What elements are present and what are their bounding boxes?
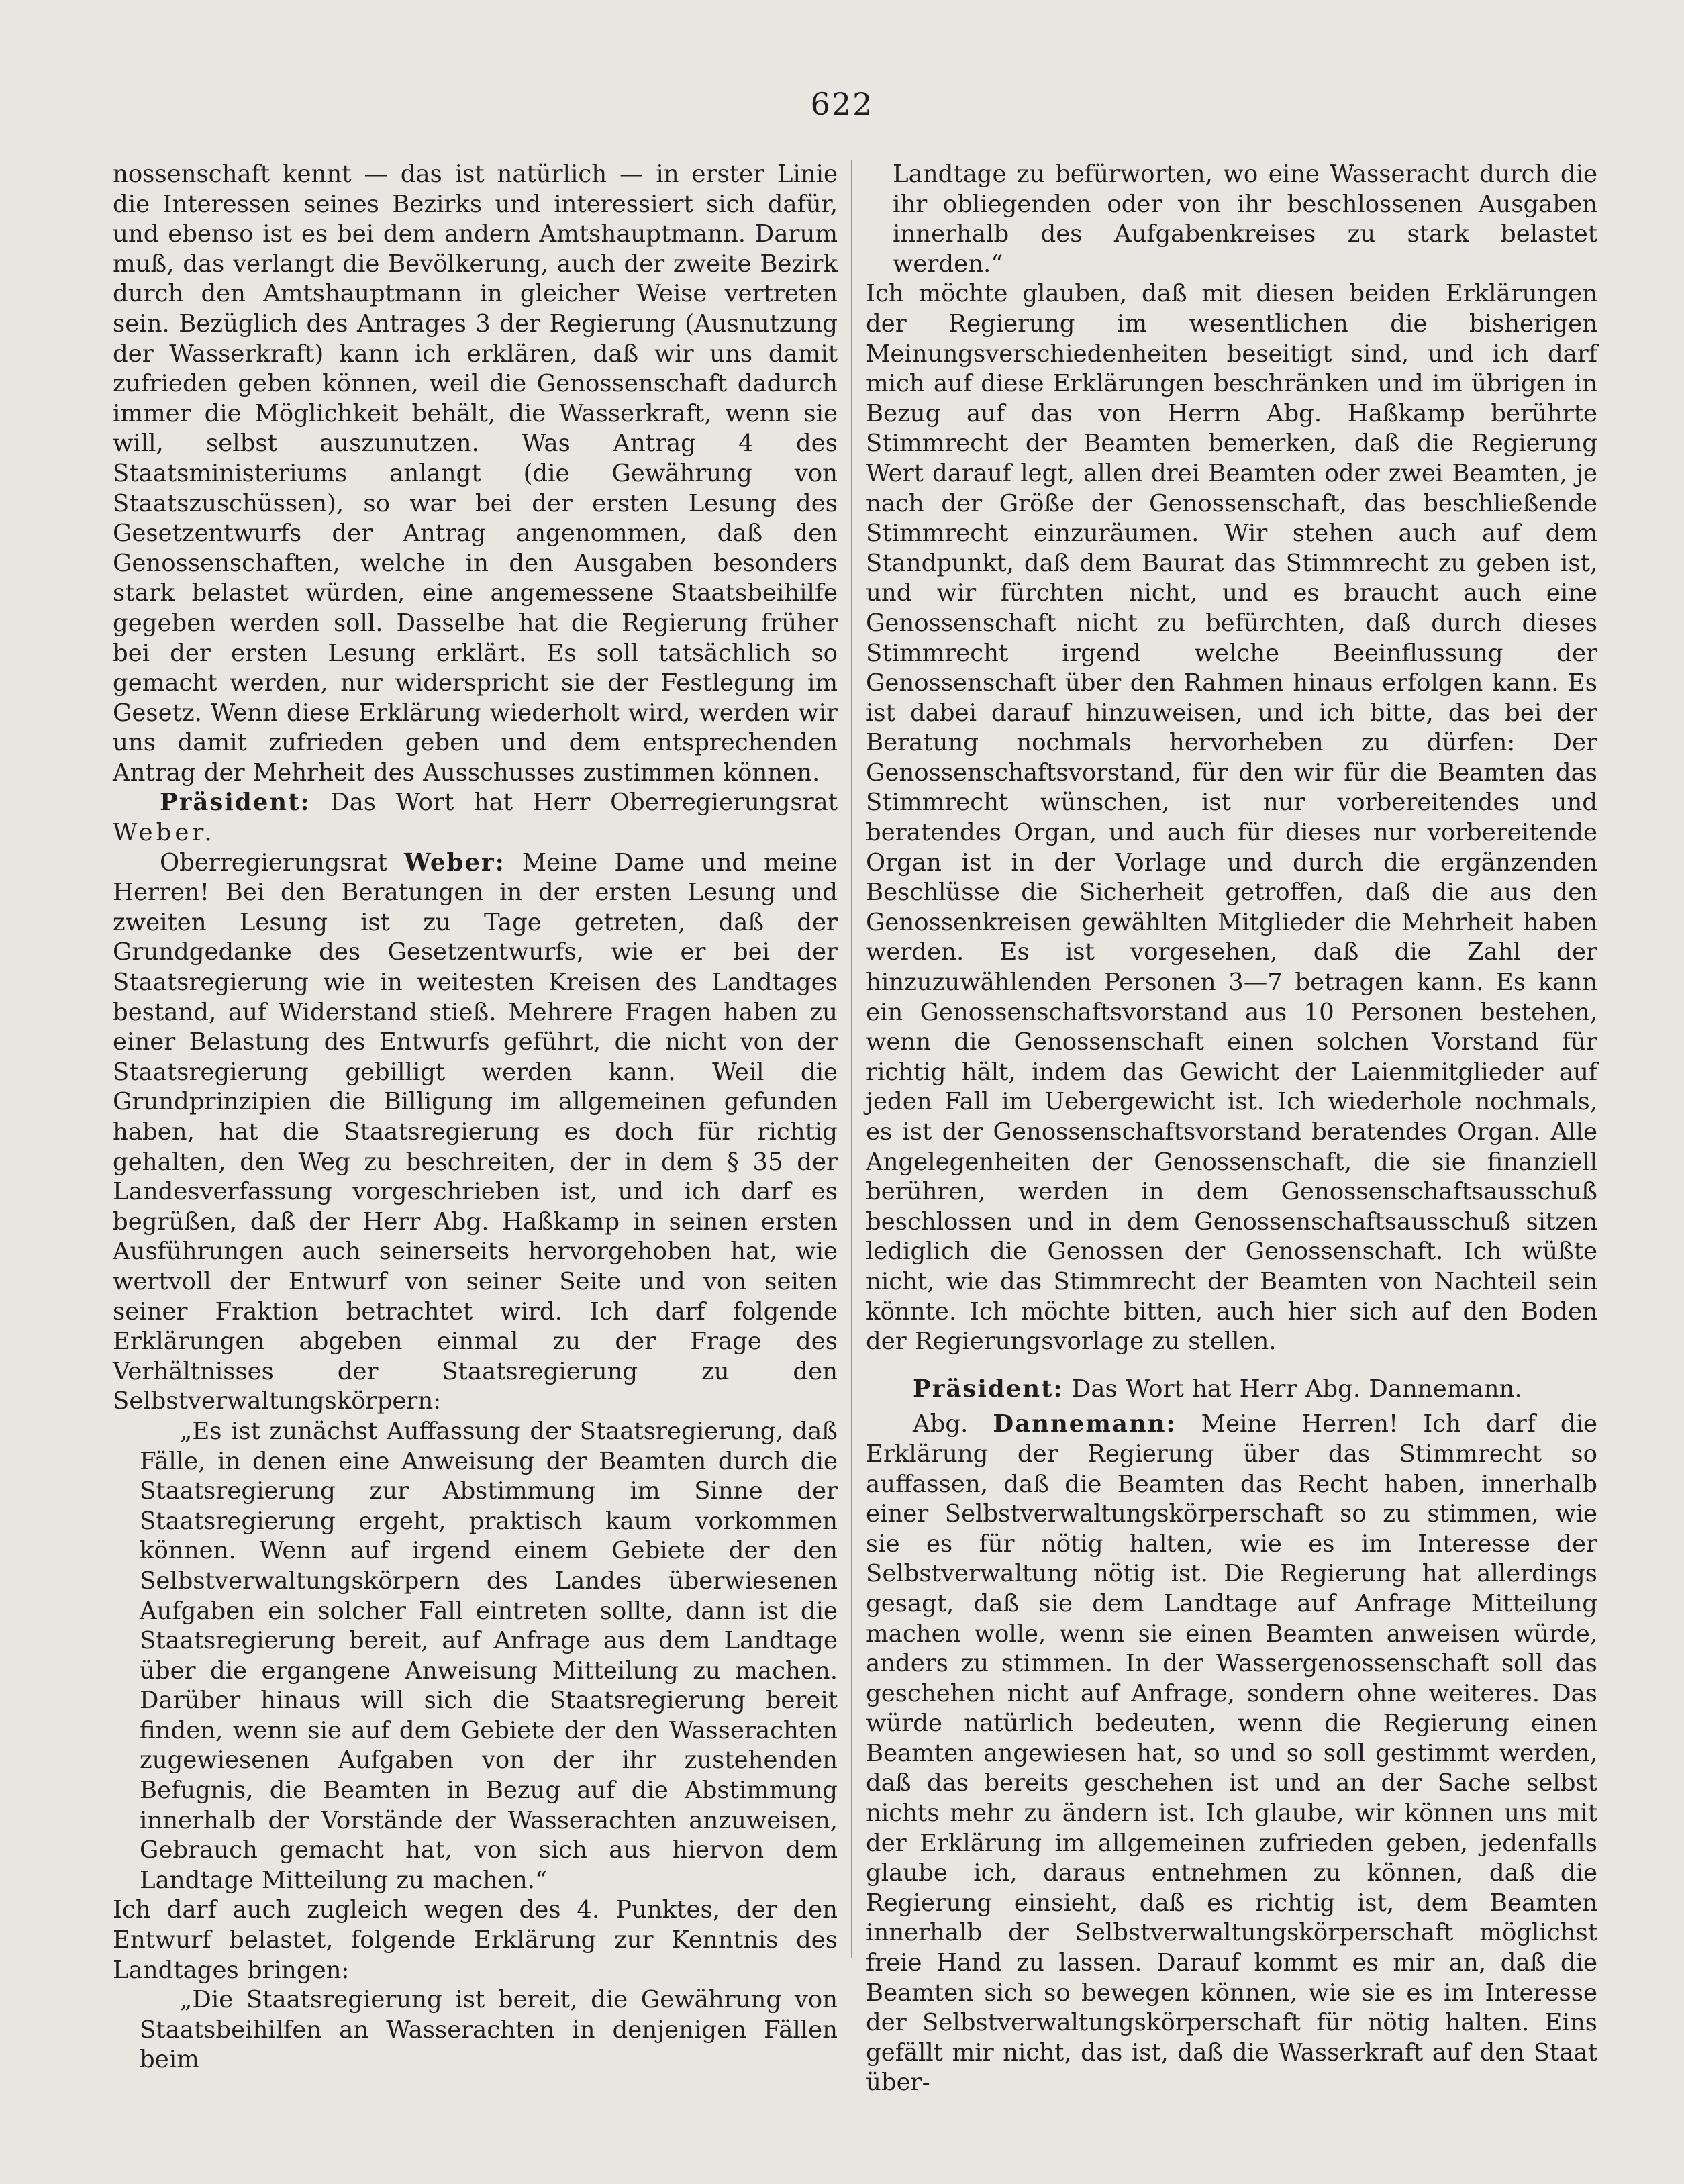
- speaker-title: Abg.: [913, 1410, 969, 1438]
- speech-text: Meine Herren! Ich darf die Erklärung der Regierung über das Stimmrecht so auffassen, daß die Beamten das Recht haben, innerhalb einer Selbstverwaltungskörperschaft so zu stimmen, wie sie es für nötig halten, wie es im Interesse der Selbstverwaltung nötig ist. Die Regierung hat allerdings gesagt, daß sie dem Landtage auf Anfrage Mitteilung machen wolle, wenn sie einen Beamten anweisen würde, anders zu stimmen. In der Wassergenossenschaft soll das geschehen nicht auf Anfrage, sondern ohne weiteres. Das würde natürlich bedeuten, wenn die Regierung einen Beamten angewiesen hat, so und so soll gestimmt werden, daß das bereits geschehen ist und an der Sache selbst nichts mehr zu ändern ist. Ich glaube, wir können uns mit der Erklärung im allgemeinen zufrieden geben, jedenfalls glaube ich, daraus entnehmen zu können, daß die Regierung einsieht, daß es richtig ist, dem Beamten innerhalb der Selbstverwaltungskörperschaft möglichst freie Hand zu lassen. Darauf kommt es mir an, daß die Beamten sich so bewegen können, wie sie es im Interesse der Selbstverwaltungskörperschaft für nötig halten. Eins gefällt mir nicht, das ist, daß die Wasserkraft auf den Staat über-: [866, 1410, 1598, 2097]
- speaker-title: Oberregierungsrat: [160, 848, 387, 877]
- paragraph: Ich darf auch zugleich wegen des 4. Punktes, der den Entwurf belastet, folgende Erklärung zur Kenntnis des Landtages bringen:: [113, 1896, 838, 1984]
- quote-block: [113, 1985, 838, 2075]
- speech-text: Meine Dame und meine Herren! Bei den Beratungen in der ersten Lesung und zweiten Lesung ist zu Tage getreten, daß der Grundgedanke des Gesetzentwurfs, wie er bei der Staatsregierung wie in weitesten Kreisen des Landtages bestand, auf Widerstand stieß. Mehrere Fragen haben zu einer Belastung des Entwurfs geführt, die nicht von der Staatsregierung gebilligt werden kann. Weil die Grundprinzipien die Billigung im allgemeinen gefunden haben, hat die Staatsregierung es doch für richtig gehalten, den Weg zu beschreiten, der in dem § 35 der Landesverfassung vorgeschrieben ist, und ich darf es begrüßen, daß der Herr Abg. Haßkamp in seinen ersten Ausführungen auch seinerseits hervorgehoben hat, wie wertvoll der Entwurf von seiner Seite und von seiten seiner Fraktion betrachtet wird. Ich darf folgende Erklärungen abgeben einmal zu der Frage des Verhältnisses der Staatsregierung zu den Selbstverwaltungskörpern:: [113, 848, 838, 1416]
- quote-text: Landtage zu befürworten, wo eine Wasseracht durch die ihr obliegenden oder von ihr beschlossenen Ausgaben innerhalb des Aufgabenkreises zu stark belastet werden.“: [893, 160, 1597, 278]
- right-column: [866, 160, 1597, 2098]
- left-column: [113, 160, 838, 2075]
- president-remark: [866, 1375, 1597, 1405]
- speaker-name: Dannemann:: [993, 1410, 1177, 1438]
- speaker-label: Präsident:: [913, 1375, 1064, 1403]
- speaker-name: Weber.: [113, 819, 215, 847]
- quote-text: „Die Staatsregierung ist bereit, die Gewährung von Staatsbeihilfen an Wasserachten in denjenigen Fällen beim: [140, 1986, 838, 2074]
- quote-block: [113, 1417, 838, 1896]
- column-divider: [851, 160, 852, 1958]
- paragraph: Ich möchte glauben, daß mit diesen beiden Erklärungen der Regierung im wesentlichen die bisherigen Meinungsverschiedenheiten beseitigt sind, und ich darf mich auf diese Erklärungen beschränken und im übrigen in Bezug auf das von Herrn Abg. Haßkamp berührte Stimmrecht der Beamten bemerken, daß die Regierung Wert darauf legt, allen drei Beamten oder zwei Beamten, je nach der Größe der Genossenschaft, das beschließende Stimmrecht einzuräumen. Wir stehen auch auf dem Standpunkt, daß dem Baurat das Stimmrecht zu geben ist, und wir fürchten nicht, und es braucht auch eine Genossenschaft nicht zu befürchten, daß durch dieses Stimmrecht irgend welche Beeinflussung der Genossenschaft über den Rahmen hinaus erfolgen kann. Es ist dabei darauf hinzuweisen, und ich bitte, das bei der Beratung nochmals hervorheben zu dürfen: Der Genossenschaftsvorstand, für den wir für die Beamten das Stimmrecht wünschen, ist nur vorbereitendes und beratendes Organ, und auch für dieses nur vorbereitende Organ ist in der Vorlage und durch die ergänzenden Beschlüsse die Sicherheit getroffen, daß die aus den Genossenkreisen gewählten Mitglieder die Mehrheit haben werden. Es ist vorgesehen, daß die Zahl der hinzuzuwählenden Personen 3—7 betragen kann. Es kann ein Genossenschaftsvorstand aus 10 Personen bestehen, wenn die Genossenschaft einen solchen Vorstand für richtig hält, indem das Gewicht der Laienmitglieder auf jeden Fall im Uebergewicht ist. Ich wiederhole nochmals, es ist der Genossenschaftsvorstand beratendes Organ. Alle Angelegenheiten der Genossenschaft, die sie finanziell berühren, werden in dem Genossenschaftsausschuß beschlossen und in dem Genossenschaftsausschuß sitzen lediglich die Genossen der Genossenschaft. Ich wüßte nicht, wie das Stimmrecht der Beamten von Nachteil sein könnte. Ich möchte bitten, auch hier sich auf den Boden der Regierungsvorlage zu stellen.: [866, 280, 1597, 1356]
- page-number: 622: [810, 86, 874, 122]
- speech-weber: [113, 848, 838, 1417]
- president-remark: [113, 788, 838, 848]
- remark-text: Das Wort hat Herr Oberregierungsrat: [330, 789, 838, 817]
- speaker-label: Präsident:: [160, 789, 311, 817]
- paragraph-continuation: nossenschaft kennt — das ist natürlich — in erster Linie die Interessen seines Bezirks und interessiert sich dafür, und ebenso ist es bei dem andern Amtshauptmann. Darum muß, das verlangt die Bevölkerung, auch der zweite Bezirk durch den Amtshauptmann in gleicher Weise vertreten sein. Bezüglich des Antrages 3 der Regierung (Ausnutzung der Wasserkraft) kann ich erklären, daß wir uns damit zufrieden geben können, weil die Genossenschaft dadurch immer die Möglichkeit behält, die Wasserkraft, wenn sie will, selbst auszunutzen. Was Antrag 4 des Staatsministeriums anlangt (die Gewährung von Staatszuschüssen), so war bei der ersten Lesung des Gesetzentwurfs der Antrag angenommen, daß den Genossenschaften, welche in den Ausgaben besonders stark belastet würden, eine angemessene Staatsbeihilfe gegeben werden soll. Dasselbe hat die Regierung früher bei der ersten Lesung erklärt. Es soll tatsächlich so gemacht werden, nur widerspricht sie der Festlegung im Gesetz. Wenn diese Erklärung wiederholt wird, werden wir uns damit zufrieden geben und dem entsprechenden Antrag der Mehrheit des Ausschusses zustimmen können.: [113, 160, 838, 787]
- remark-text: Das Wort hat Herr Abg. Dannemann.: [1071, 1375, 1522, 1403]
- quote-block-continued: [866, 160, 1597, 279]
- speaker-name: Weber:: [403, 848, 505, 877]
- speech-dannemann: [866, 1409, 1597, 2098]
- quote-text: „Es ist zunächst Auffassung der Staatsregierung, daß Fälle, in denen eine Anweisung der Beamten durch die Staatsregierung zur Abstimmung im Sinne der Staatsregierung ergeht, praktisch kaum vorkommen können. Wenn auf irgend einem Gebiete der den Selbstverwaltungskörpern des Landes überwiesenen Aufgaben ein solcher Fall eintreten sollte, dann ist die Staatsregierung bereit, auf Anfrage aus dem Landtage über die ergangene Anweisung Mitteilung zu machen. Darüber hinaus will sich die Staatsregierung bereit finden, wenn sie auf dem Gebiete der den Wasserachten zugewiesenen Aufgaben von der ihr zustehenden Befugnis, die Beamten in Bezug auf die Abstimmung innerhalb der Vorstände der Wasserachten anzuweisen, Gebrauch gemacht hat, von sich aus hiervon dem Landtage Mitteilung zu machen.“: [140, 1417, 838, 1894]
